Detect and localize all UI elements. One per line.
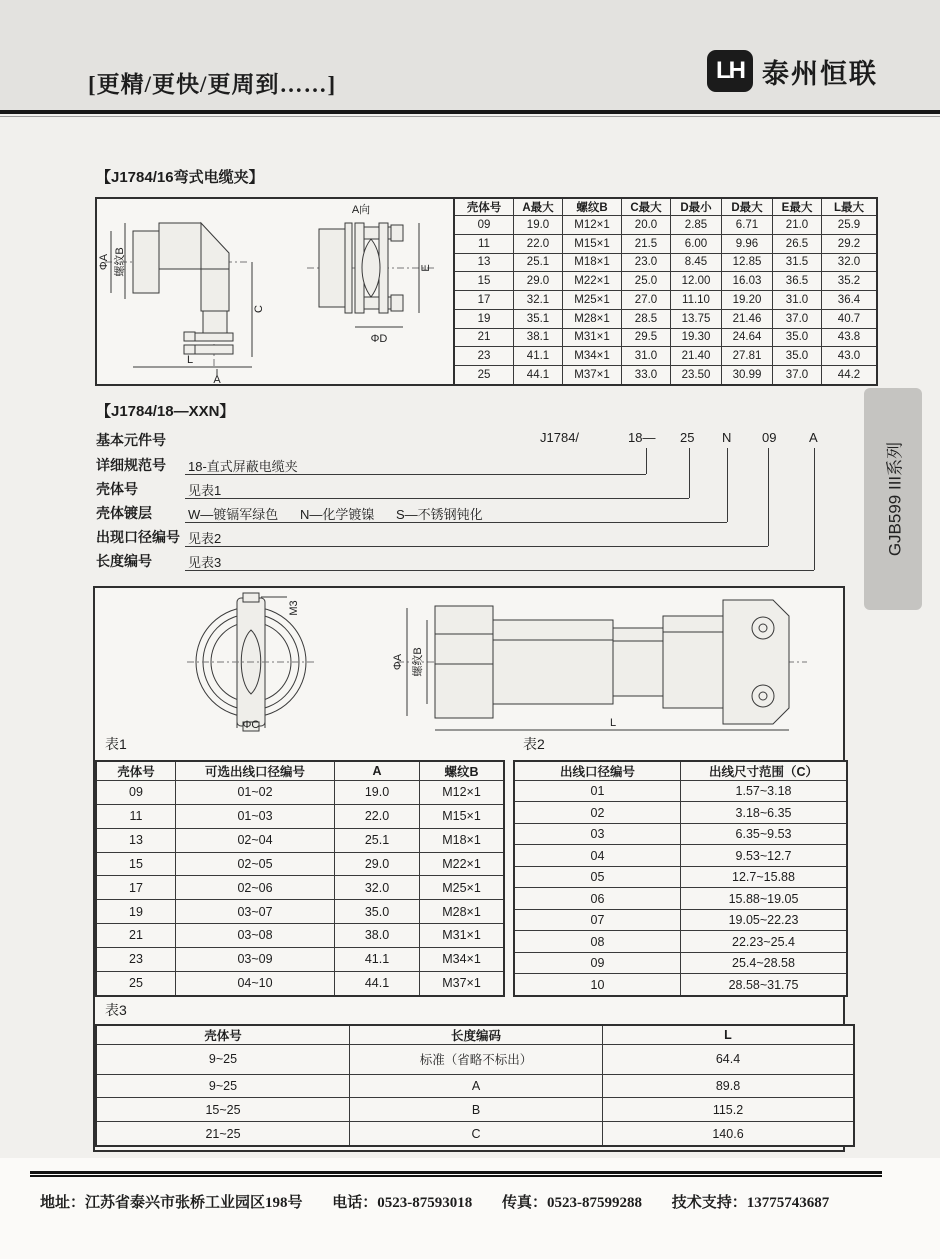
table-cell: 32.0 — [335, 876, 420, 900]
table-cell: 15 — [454, 272, 514, 291]
table-cell: 30.99 — [722, 366, 773, 386]
table-row — [454, 216, 877, 235]
table-cell: 09 — [96, 781, 176, 805]
table-row — [96, 947, 504, 971]
table-cell: 11.10 — [671, 291, 722, 310]
table-header-row — [96, 1025, 854, 1045]
table-cell: 09 — [514, 952, 681, 973]
table-cell: 06 — [514, 888, 681, 909]
table-cell: 31.5 — [773, 253, 822, 272]
table-row — [454, 253, 877, 272]
table-cell: 35.0 — [773, 328, 822, 347]
straight-clamp-drawing — [101, 592, 831, 732]
bent-clamp-side-view — [105, 223, 252, 376]
table-cell: A — [350, 1074, 603, 1098]
table-cell: 1.57~3.18 — [681, 781, 848, 802]
footer-phone: 电话：0523-87593018 — [332, 1195, 473, 1211]
table-cell: M15×1 — [563, 234, 622, 253]
table-cell: 21~25 — [96, 1122, 350, 1146]
table-cell: 13 — [96, 828, 176, 852]
table-cell: 64.4 — [603, 1045, 855, 1075]
table-row — [454, 291, 877, 310]
part-number-code: 09 — [762, 430, 777, 445]
dim-l-label: L — [186, 354, 194, 366]
outlet-size-table — [513, 760, 848, 997]
table-cell: M28×1 — [420, 900, 505, 924]
part-number-row-label: 壳体号 — [96, 481, 138, 497]
table-header-row — [96, 761, 504, 781]
table-cell: 43.0 — [822, 347, 878, 366]
table-cell: M22×1 — [563, 272, 622, 291]
table-cell: 33.0 — [622, 366, 671, 386]
column-header: 螺纹B — [563, 198, 622, 216]
dim-phi-a-label: ΦA — [98, 253, 110, 271]
table-cell: 21 — [96, 924, 176, 948]
table-cell: 9~25 — [96, 1045, 350, 1075]
table-cell: M31×1 — [563, 328, 622, 347]
table-cell: C — [350, 1122, 603, 1146]
dim-phi-a2-label: ΦA — [392, 653, 404, 671]
footer-support: 技术支持：13775743687 — [671, 1195, 830, 1211]
table-cell: 40.7 — [822, 309, 878, 328]
table-row — [96, 1074, 854, 1098]
dim-thread-b2-label: 螺纹B — [412, 647, 424, 677]
table-row — [454, 328, 877, 347]
table-row — [96, 900, 504, 924]
footer-fax: 传真：0523-87599288 — [502, 1195, 643, 1211]
column-header: 壳体号 — [454, 198, 514, 216]
table-cell: M25×1 — [563, 291, 622, 310]
table-cell: M25×1 — [420, 876, 505, 900]
straight-clamp-side-view — [397, 600, 807, 730]
table-cell: 02~04 — [176, 828, 335, 852]
part-number-row-value: W—镀镉军绿色 N—化学镀镍 S—不锈钢钝化 — [188, 507, 483, 522]
table-row — [454, 234, 877, 253]
table-cell: 04~10 — [176, 971, 335, 996]
column-header: C最大 — [622, 198, 671, 216]
table-cell: 6.00 — [671, 234, 722, 253]
table-row — [96, 971, 504, 996]
table-cell: 22.23~25.4 — [681, 931, 848, 952]
table-row — [96, 1098, 854, 1122]
table-cell: 140.6 — [603, 1122, 855, 1146]
part-number-prefix: J1784/ — [540, 430, 580, 445]
table-cell: 03~08 — [176, 924, 335, 948]
part-number-row-value: 见表2 — [188, 531, 222, 546]
table-cell: 26.5 — [773, 234, 822, 253]
table-cell: 11 — [96, 804, 176, 828]
table-cell: M12×1 — [420, 781, 505, 805]
table-row — [454, 347, 877, 366]
table-row — [514, 866, 847, 887]
company-logo — [707, 50, 878, 92]
column-header: 螺纹B — [420, 761, 505, 781]
table-cell: 32.1 — [514, 291, 563, 310]
table-cell: 23.0 — [622, 253, 671, 272]
table-row — [514, 952, 847, 973]
table-cell: 2.85 — [671, 216, 722, 235]
table-cell: 89.8 — [603, 1074, 855, 1098]
table-cell: 35.0 — [335, 900, 420, 924]
table-row — [514, 974, 847, 996]
table-cell: 19.20 — [722, 291, 773, 310]
table-cell: 11 — [454, 234, 514, 253]
table-cell: 03~09 — [176, 947, 335, 971]
table-cell: 23 — [454, 347, 514, 366]
table-cell: 12.00 — [671, 272, 722, 291]
part-number-connector — [814, 448, 815, 570]
table-cell: 标准（省略不标出） — [350, 1045, 603, 1075]
part-number-row-label: 基本元件号 — [96, 432, 166, 448]
table-row — [514, 931, 847, 952]
part-number-connector — [689, 448, 690, 498]
table-cell: 25.1 — [335, 828, 420, 852]
part-number-code: 18— — [628, 430, 656, 445]
part-number-underline — [185, 546, 768, 547]
table-cell: 12.7~15.88 — [681, 866, 848, 887]
table-row — [96, 924, 504, 948]
table-cell: 3.18~6.35 — [681, 802, 848, 823]
table-cell: 31.0 — [622, 347, 671, 366]
table-cell: 25 — [96, 971, 176, 996]
table-row — [96, 804, 504, 828]
table-cell: 01 — [514, 781, 681, 802]
table-cell: 20.0 — [622, 216, 671, 235]
table-cell: M28×1 — [563, 309, 622, 328]
table-cell: 44.1 — [514, 366, 563, 386]
column-header: D最大 — [722, 198, 773, 216]
column-header: 出线尺寸范围（C） — [681, 761, 848, 781]
table-cell: 32.0 — [822, 253, 878, 272]
table-cell: 43.8 — [822, 328, 878, 347]
table-cell: 29.0 — [514, 272, 563, 291]
table-cell: M37×1 — [563, 366, 622, 386]
table-row — [514, 823, 847, 844]
straight-clamp-box — [93, 586, 845, 1152]
table-cell: 23 — [96, 947, 176, 971]
table-cell: 37.0 — [773, 309, 822, 328]
footer-contact-line — [40, 1191, 855, 1212]
table-cell: 44.1 — [335, 971, 420, 996]
table-cell: 29.5 — [622, 328, 671, 347]
header-divider — [0, 110, 940, 114]
dim-e-label: E — [420, 264, 432, 272]
table-cell: 29.0 — [335, 852, 420, 876]
table-cell: M18×1 — [563, 253, 622, 272]
table-cell: 35.2 — [822, 272, 878, 291]
table-row — [96, 852, 504, 876]
table-cell: M31×1 — [420, 924, 505, 948]
table-cell: 28.5 — [622, 309, 671, 328]
table-row — [454, 309, 877, 328]
bent-clamp-drawing — [97, 199, 453, 384]
dim-a-label: A — [213, 374, 221, 384]
part-number-row-label: 长度编号 — [96, 553, 152, 569]
table-cell: 19.0 — [335, 781, 420, 805]
part-number-code: N — [722, 430, 732, 445]
table-row — [96, 1045, 854, 1075]
table2-caption: 表2 — [523, 736, 545, 752]
table-cell: 19 — [96, 900, 176, 924]
table-cell: 02~06 — [176, 876, 335, 900]
table-row — [514, 802, 847, 823]
table-cell: 28.58~31.75 — [681, 974, 848, 996]
table-cell: 17 — [96, 876, 176, 900]
column-header: L最大 — [822, 198, 878, 216]
section2-title: 【J1784/18—XXN】 — [96, 403, 235, 420]
table-cell: 04 — [514, 845, 681, 866]
table-cell: 21.5 — [622, 234, 671, 253]
table-cell: 9.53~12.7 — [681, 845, 848, 866]
company-name: 泰州恒联 — [762, 58, 878, 89]
table1-caption: 表1 — [105, 736, 127, 752]
header-divider-shadow — [0, 116, 940, 117]
table-cell: 21.0 — [773, 216, 822, 235]
part-number-underline — [185, 570, 814, 571]
table-cell: 19 — [454, 309, 514, 328]
table-cell: 29.2 — [822, 234, 878, 253]
table-row — [96, 1122, 854, 1146]
table-cell: 19.0 — [514, 216, 563, 235]
table-cell: 25 — [454, 366, 514, 386]
column-header: D最小 — [671, 198, 722, 216]
table-cell: 03 — [514, 823, 681, 844]
table-cell: 09 — [454, 216, 514, 235]
table-cell: 01~02 — [176, 781, 335, 805]
table-cell: 21 — [454, 328, 514, 347]
table-cell: 23.50 — [671, 366, 722, 386]
column-header: L — [603, 1025, 855, 1045]
view-a-label: A向 — [351, 204, 371, 216]
table-header-row — [514, 761, 847, 781]
table-cell: M12×1 — [563, 216, 622, 235]
part-number-underline — [185, 474, 646, 475]
table-cell: M34×1 — [563, 347, 622, 366]
dim-c-label: C — [253, 305, 265, 313]
table-row — [514, 781, 847, 802]
table-row — [454, 366, 877, 386]
length-code-table — [95, 1024, 855, 1147]
table-row — [514, 845, 847, 866]
table-cell: 25.9 — [822, 216, 878, 235]
dim-phi-d-label: ΦD — [370, 333, 388, 345]
table-row — [454, 272, 877, 291]
table-cell: 25.0 — [622, 272, 671, 291]
part-number-underline — [185, 498, 689, 499]
column-header: A最大 — [514, 198, 563, 216]
table-cell: M15×1 — [420, 804, 505, 828]
column-header: 壳体号 — [96, 1025, 350, 1045]
table-cell: 31.0 — [773, 291, 822, 310]
logo-mark-text: LH — [716, 57, 744, 84]
dim-m3-label: M3 — [288, 600, 300, 616]
dim-phi-c-label: ΦC — [242, 719, 260, 731]
part-number-code: 25 — [680, 430, 695, 445]
table-cell: 25.1 — [514, 253, 563, 272]
table-row — [96, 828, 504, 852]
table-cell: 19.30 — [671, 328, 722, 347]
table-cell: 16.03 — [722, 272, 773, 291]
lh-logo-icon — [707, 50, 753, 92]
table-cell: 24.64 — [722, 328, 773, 347]
table-cell: 115.2 — [603, 1098, 855, 1122]
table-cell: 9.96 — [722, 234, 773, 253]
table-cell: 27.81 — [722, 347, 773, 366]
table-cell: 36.4 — [822, 291, 878, 310]
header-slogan: [更精/更快/更周到……] — [88, 72, 337, 97]
table-cell: 41.1 — [335, 947, 420, 971]
table-cell: 8.45 — [671, 253, 722, 272]
table-cell: M22×1 — [420, 852, 505, 876]
table-cell: 07 — [514, 909, 681, 930]
table-cell: 37.0 — [773, 366, 822, 386]
part-number-row-value: 见表1 — [188, 483, 222, 498]
table-cell: 13 — [454, 253, 514, 272]
table-cell: 19.05~22.23 — [681, 909, 848, 930]
part-number-underline — [185, 522, 727, 523]
table-cell: 6.35~9.53 — [681, 823, 848, 844]
table-header-row — [454, 198, 877, 216]
part-number-row-label: 出现口径编号 — [96, 529, 180, 545]
table-cell: 38.1 — [514, 328, 563, 347]
bent-clamp-spec-table — [453, 197, 878, 386]
part-number-connector — [768, 448, 769, 546]
part-number-row-value: 18-直式屏蔽电缆夹 — [188, 459, 298, 474]
table-cell: 38.0 — [335, 924, 420, 948]
table-row — [96, 781, 504, 805]
table-cell: 15.88~19.05 — [681, 888, 848, 909]
table-cell: 15 — [96, 852, 176, 876]
part-number-row-label: 壳体镀层 — [96, 505, 152, 521]
shell-size-table — [95, 760, 505, 997]
footer-address: 地址：江苏省泰兴市张桥工业园区198号 — [40, 1195, 303, 1211]
table-cell: 36.5 — [773, 272, 822, 291]
bent-clamp-drawing-box — [95, 197, 455, 386]
table-cell: 10 — [514, 974, 681, 996]
table-row — [514, 909, 847, 930]
table-row — [514, 888, 847, 909]
table-cell: 44.2 — [822, 366, 878, 386]
footer-divider — [30, 1171, 882, 1177]
part-number-row-value: 见表3 — [188, 555, 222, 570]
table3-caption: 表3 — [105, 1002, 127, 1018]
table-cell: 41.1 — [514, 347, 563, 366]
table-cell: 22.0 — [514, 234, 563, 253]
dim-thread-b-label: 螺纹B — [114, 247, 126, 277]
table-cell: 9~25 — [96, 1074, 350, 1098]
table-cell: 01~03 — [176, 804, 335, 828]
table-cell: B — [350, 1098, 603, 1122]
table-cell: 21.40 — [671, 347, 722, 366]
part-number-code: A — [809, 430, 818, 445]
table-cell: 13.75 — [671, 309, 722, 328]
table-cell: 03~07 — [176, 900, 335, 924]
table-cell: 35.1 — [514, 309, 563, 328]
table-cell: 02 — [514, 802, 681, 823]
table-cell: 12.85 — [722, 253, 773, 272]
series-side-tab — [864, 388, 922, 610]
column-header: 壳体号 — [96, 761, 176, 781]
dim-l2-label: L — [609, 717, 617, 729]
table-cell: 21.46 — [722, 309, 773, 328]
column-header: A — [335, 761, 420, 781]
table-cell: 35.0 — [773, 347, 822, 366]
column-header: 出线口径编号 — [514, 761, 681, 781]
column-header: E最大 — [773, 198, 822, 216]
table-cell: M34×1 — [420, 947, 505, 971]
table-cell: 22.0 — [335, 804, 420, 828]
page-header — [0, 0, 940, 110]
table-cell: 02~05 — [176, 852, 335, 876]
part-number-row-label: 详细规范号 — [96, 457, 166, 473]
column-header: 可选出线口径编号 — [176, 761, 335, 781]
table-cell: 6.71 — [722, 216, 773, 235]
column-header: 长度编码 — [350, 1025, 603, 1045]
table-row — [96, 876, 504, 900]
table-cell: 25.4~28.58 — [681, 952, 848, 973]
table-cell: 08 — [514, 931, 681, 952]
table-cell: M37×1 — [420, 971, 505, 996]
part-number-connector — [646, 448, 647, 474]
bent-clamp-end-view — [307, 223, 437, 327]
table-cell: 17 — [454, 291, 514, 310]
series-side-tab-label: GJB599 III系列 — [885, 441, 905, 557]
section1-title: 【J1784/16弯式电缆夹】 — [96, 169, 264, 186]
table-cell: 05 — [514, 866, 681, 887]
table-cell: 27.0 — [622, 291, 671, 310]
part-number-connector — [727, 448, 728, 522]
table-cell: M18×1 — [420, 828, 505, 852]
table-cell: 15~25 — [96, 1098, 350, 1122]
